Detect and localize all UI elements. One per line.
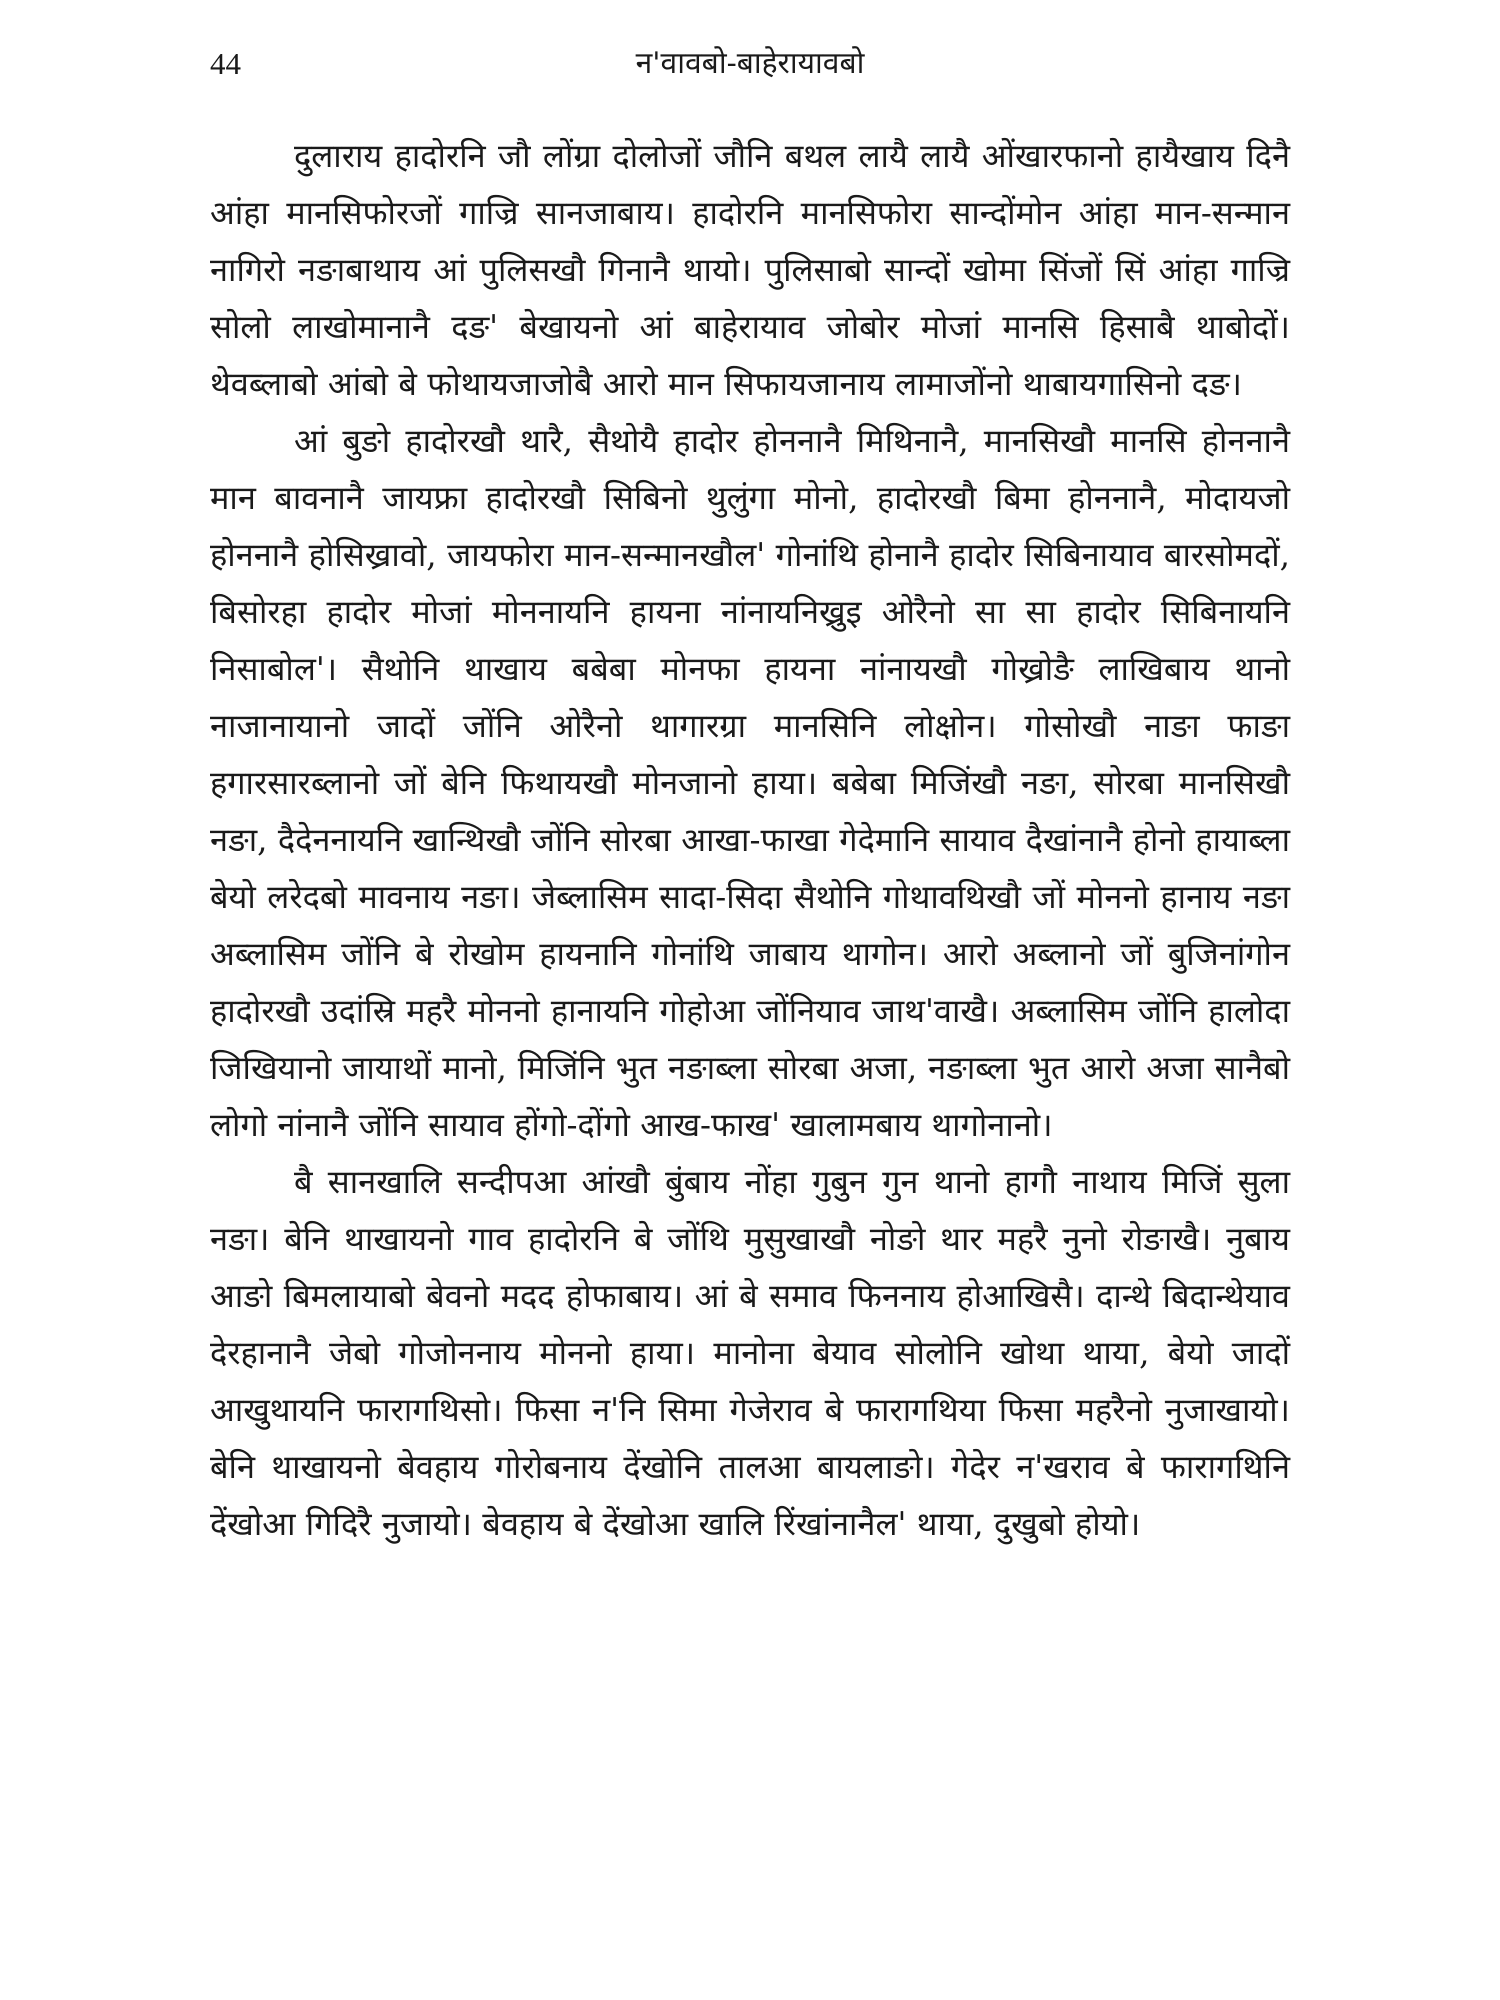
paragraph-3: बै सानखालि सन्दीपआ आंखौ बुंबाय नोंहा गुबुन गुन थानो हागौ नाथाय मिजिं सुला नङा। बेनि थाखायनो गाव हादोरनि बे जोंथि मुसुखाखौ नोङो थार महरै नुनो रोङाखै। नुबाय आङो बिमलायाबो बेवनो मदद होफाबाय। आं बे समाव फिननाय होआखिसै। दान्थे बिदान्थेयाव देरहानानै जेबो गोजोननाय मोननो हाया। मानोना बेयाव सोलोनि खोथा थाया, बेयो जादों आखुथायनि फारागथिसो। फिसा न'नि सिमा गेजेराव बे फारागथिया फिसा महरैनो नुजाखायो। बेनि थाखायनो बेवहाय गोरोबनाय देंखोनि तालआ बायलाङो। गेदेर न'खराव बे फारागथिनि देंखोआ गिदिरै नुजायो। बेवहाय बे देंखोआ खालि रिंखांनानैल' थाया, दुखुबो होयो। bbox=[210, 1163, 1290, 1543]
paragraph-2: आं बुङो हादोरखौ थारै, सैथोयै हादोर होननानै मिथिनानै, मानसिखौ मानसि होननानै मान बावनानै जायफ्रा हादोरखौ सिबिनो थुलुंगा मोनो, हादोरखौ बिमा होननानै, मोदायजो होननानै होसिख्रावो, जायफोरा मान-सन्मानखौल' गोनांथि होनानै हादोर सिबिनायाव बारसोमदों, बिसोरहा हादोर मोजां मोननायनि हायना नांनायनिख्रुइ ओरैनो सा सा हादोर सिबिनायनि निसाबोल'। सैथोनि थाखाय बबेबा मोनफा हायना नांनायखौ गोख्रोङै लाखिबाय थानो नाजानायानो जादों जोंनि ओरैनो थागारग्रा मानसिनि लोक्षोन। गोसोखौ नाङा फाङा हगारसारब्लानो जों बेनि फिथायखौ मोनजानो हाया। बबेबा मिजिंखौ नङा, सोरबा मानसिखौ नङा, दैदेननायनि खान्थिखौ जोंनि सोरबा आखा-फाखा गेदेमानि सायाव दैखांनानै होनो हायाब्ला बेयो लरेदबो मावनाय नङा। जेब्लासिम सादा-सिदा सैथोनि गोथावथिखौ जों मोननो हानाय नङा अब्लासिम जोंनि बे रोखोम हायनानि गोनांथि जाबाय थागोन। आरो अब्लानो जों बुजिनांगोन हादोरखौ उदांस्रि महरै मोननो हानायनि गोहोआ जोंनियाव जाथ'वाखै। अब्लासिम जोंनि हालोदा जिखियानो जायाथों मानो, मिजिंनि भुत नङाब्ला सोरबा अजा, नङाब्ला भुत आरो अजा सानैबो लोगो नांनानै जोंनि सायाव होंगो-दोंगो आख-फाख' खालामबाय थागोनानो। bbox=[210, 422, 1290, 1144]
running-header bbox=[210, 40, 1290, 88]
book-page bbox=[210, 40, 1290, 1960]
running-title: न'वावबो-बाहेरायावबो bbox=[635, 46, 865, 81]
page-number: 44 bbox=[210, 46, 241, 81]
paragraph-1: दुलाराय हादोरनि जौ लोंग्रा दोलोजों जौनि बथल लायै लायै ओंखारफानो हायैखाय दिनै आंहा मानसिफोरजों गाज्रि सानजाबाय। हादोरनि मानसिफोरा सान्दोंमोन आंहा मान-सन्मान नागिरो नङाबाथाय आं पुलिसखौ गिनानै थायो। पुलिसाबो सान्दों खोमा सिंजों सिं आंहा गाज्रि सोलो लाखोमानानै दङ' बेखायनो आं बाहेरायाव जोबोर मोजां मानसि हिसाबै थाबोदों। थेवब्लाबो आंबो बे फोथायजाजोबै आरो मान सिफायजानाय लामाजोंनो थाबायगासिनो दङ। bbox=[210, 137, 1290, 403]
body-text bbox=[210, 128, 1290, 1553]
